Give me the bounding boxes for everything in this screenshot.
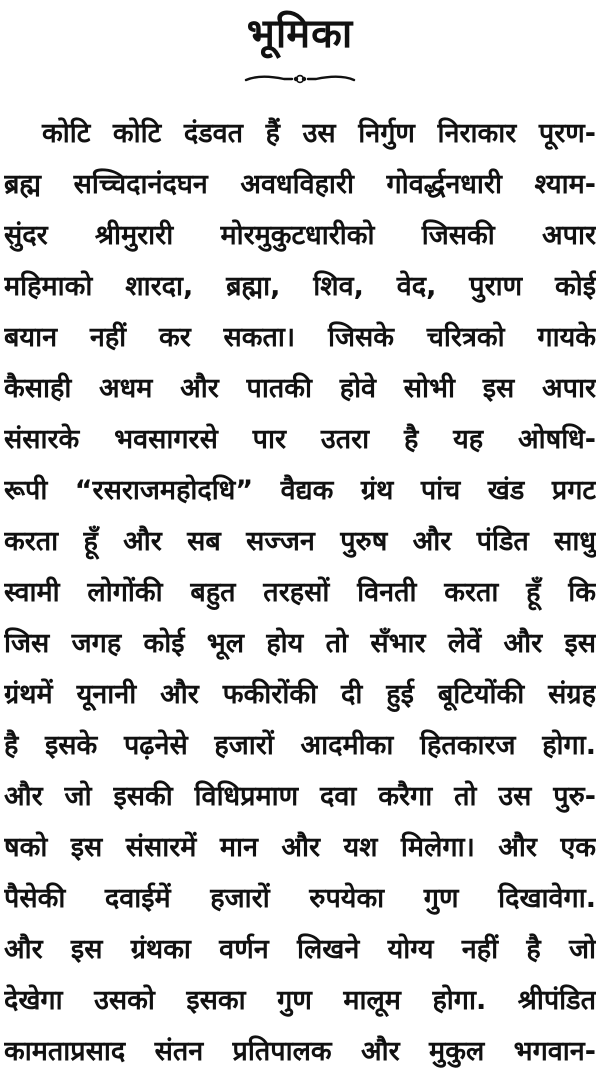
text-line: स्वामी लोगोंकी बहुत तरहसों विनती करता हूँ कि: [4, 577, 596, 608]
text-line: कोटि कोटि दंडवत हैं उस निर्गुण निराकार पूरण-: [42, 118, 596, 149]
text-line: ब्रह्म सच्चिदानंदघन अवधविहारी गोवर्द्धनधारी श्याम-: [4, 169, 596, 200]
text-line: और जो इसकी विधिप्रमाण दवा करैगा तो उस पुरु-: [4, 781, 596, 812]
text-line: करता हूँ और सब सज्जन पुरुष और पंडित साधु: [4, 526, 596, 557]
text-line: जिस जगह कोई भूल होय तो सँभार लेवें और इस: [4, 628, 596, 659]
text-line: कामताप्रसाद संतन प्रतिपालक और मुकुल भगवान-: [4, 1036, 596, 1067]
text-line: और इस ग्रंथका वर्णन लिखने योग्य नहीं है जो: [4, 934, 596, 965]
divider-ornament: [240, 72, 360, 86]
text-line: संसारके भवसागरसे पार उतरा है यह ओषधि-: [4, 424, 596, 455]
text-line: है इसके पढ़नेसे हजारों आदमीका हितकारज होगा.: [4, 730, 596, 761]
text-line: षको इस संसारमें मान और यश मिलेगा। और एक: [4, 832, 596, 863]
text-line: कैसाही अधम और पातकी होवे सोभी इस अपार: [4, 373, 596, 404]
text-line: पैसेकी दवाईमें हजारों रुपयेका गुण दिखावेगा.: [4, 883, 596, 914]
text-line: रूपी “रसराजमहोदधि” वैद्यक ग्रंथ पांच खंड प्रगट: [4, 475, 596, 506]
body-text: [4, 108, 596, 1077]
text-line: देखेगा उसको इसका गुण मालूम होगा. श्रीपंडित: [4, 985, 596, 1016]
page-title: भूमिका: [246, 11, 354, 57]
text-line: सुंदर श्रीमुरारी मोरमुकुटधारीको जिसकी अपार: [4, 220, 596, 251]
text-line: बयान नहीं कर सकता। जिसके चरित्रको गायके: [4, 322, 596, 353]
text-line: महिमाको शारदा, ब्रह्मा, शिव, वेद, पुराण कोई: [4, 271, 596, 302]
text-line: ग्रंथमें यूनानी और फकीरोंकी दी हुई बूटियोंकी संग्रह: [4, 679, 596, 710]
